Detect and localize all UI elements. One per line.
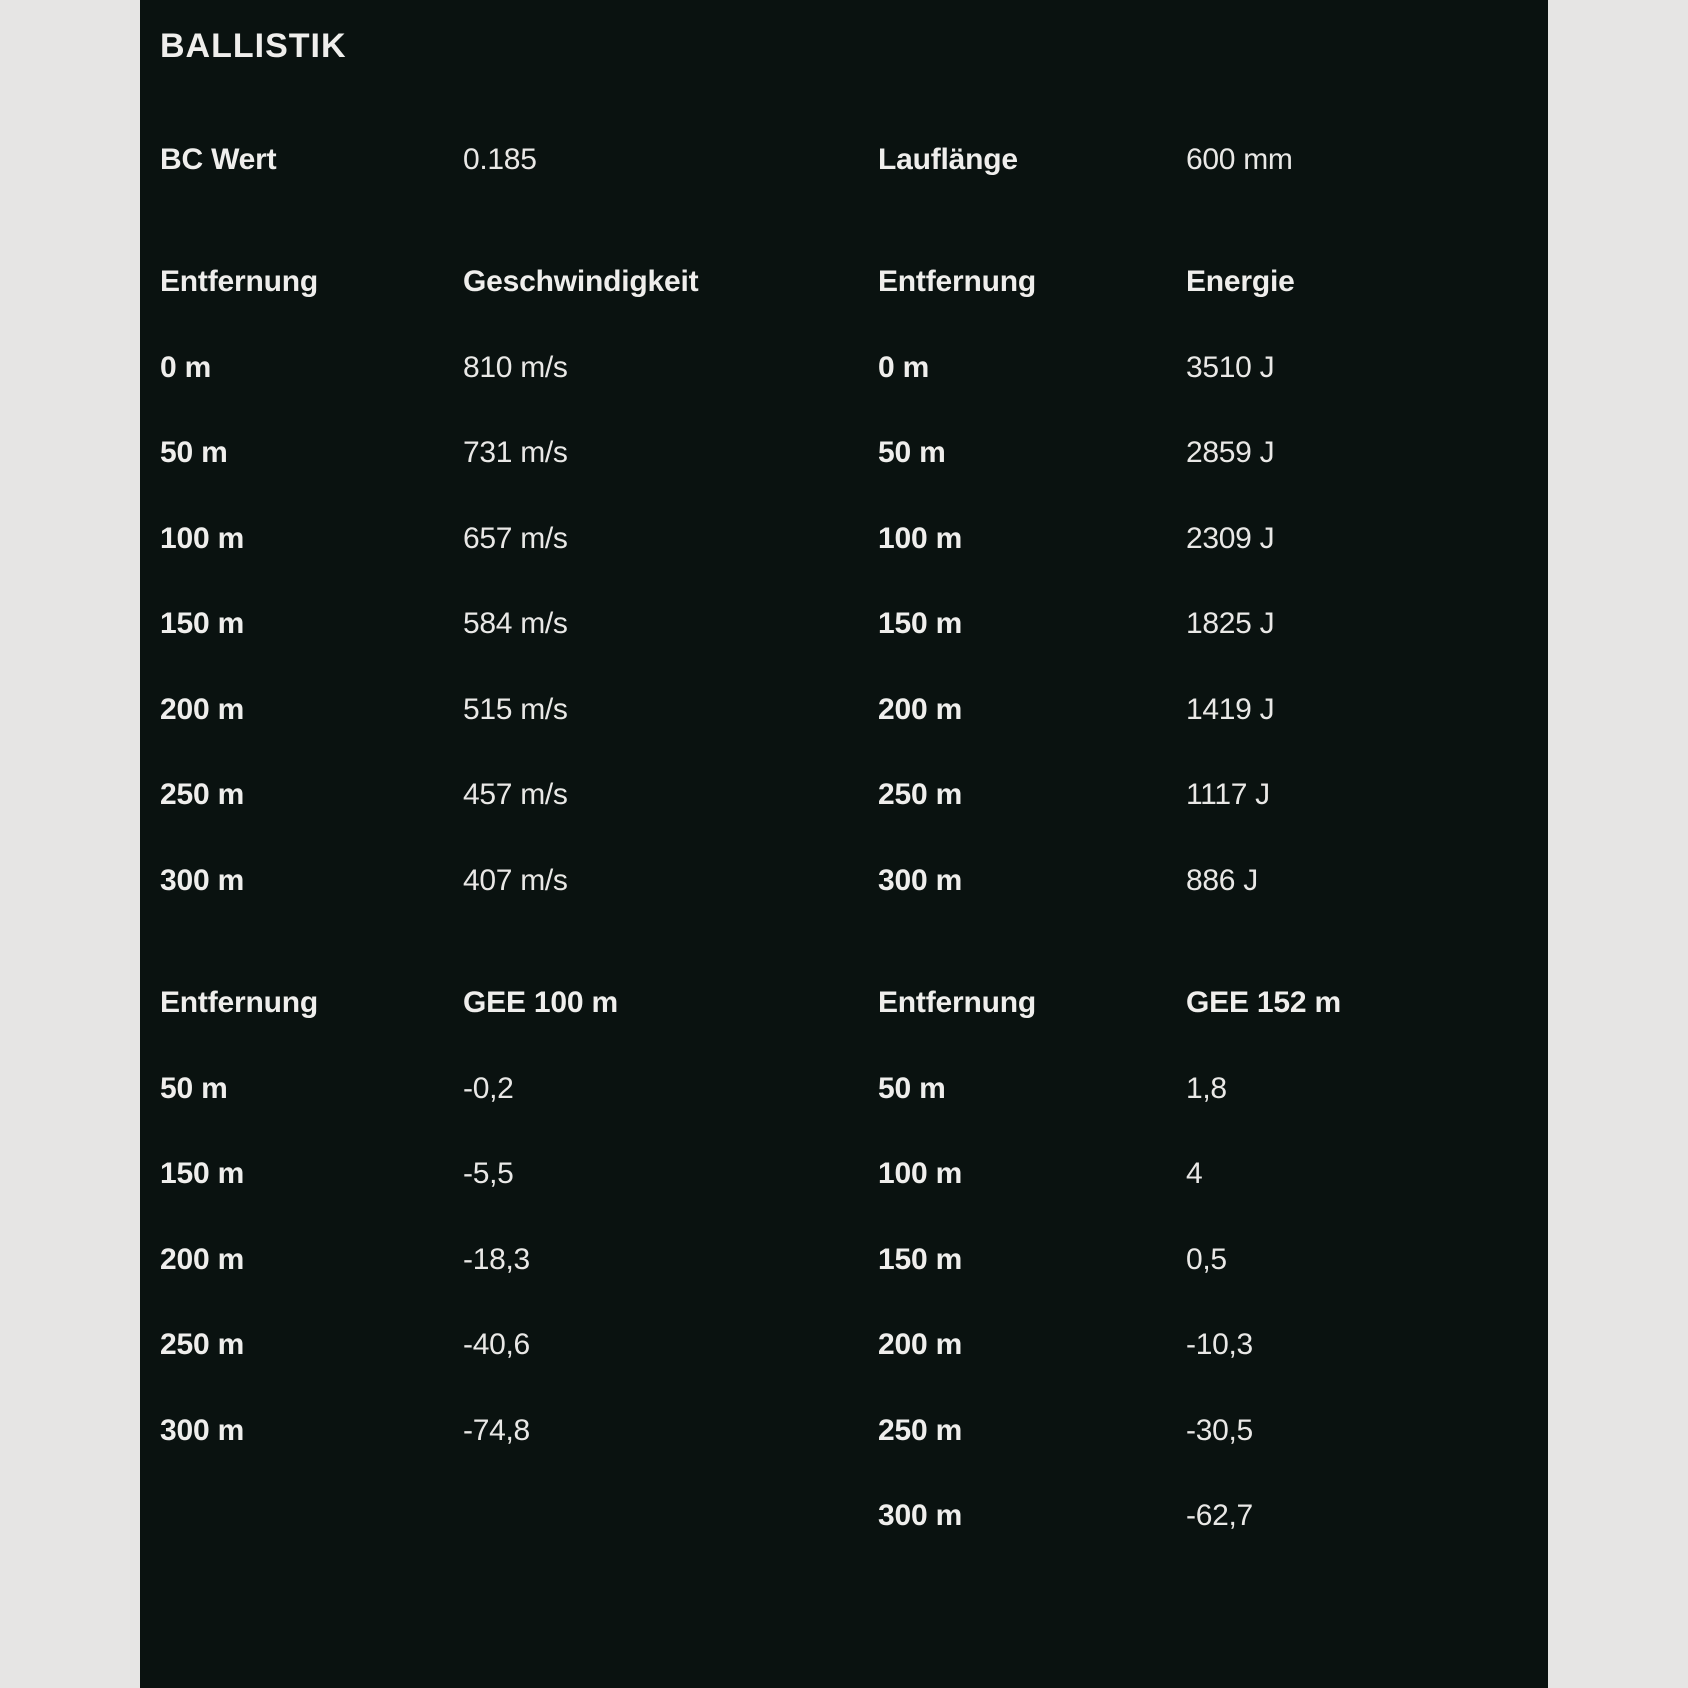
distance-cell: 100 m <box>160 521 245 555</box>
distance-cell: 200 m <box>878 692 963 726</box>
gee100-distance-header: Entfernung <box>160 986 318 1020</box>
distance-cell: 250 m <box>878 1413 963 1447</box>
table-row <box>160 1474 1528 1560</box>
distance-cell: 250 m <box>160 778 245 812</box>
speed-cell: 584 m/s <box>463 607 568 641</box>
energy-distance-header: Entfernung <box>878 265 1036 299</box>
gee152-value-header: GEE 152 m <box>1186 986 1341 1020</box>
gee152-cell: 0,5 <box>1186 1242 1227 1276</box>
distance-cell: 300 m <box>878 863 963 897</box>
table-row <box>160 1303 1528 1389</box>
panel-title: BALLISTIK <box>160 26 347 65</box>
table-row <box>160 496 1528 582</box>
gee100-cell: -0,2 <box>463 1071 514 1105</box>
energy-cell: 2309 J <box>1186 521 1275 555</box>
distance-cell: 250 m <box>878 778 963 812</box>
distance-cell: 200 m <box>160 692 245 726</box>
table-row <box>160 325 1528 411</box>
distance-cell: 100 m <box>878 1157 963 1191</box>
energy-cell: 1117 J <box>1186 778 1270 812</box>
speed-value-header: Geschwindigkeit <box>463 265 699 299</box>
table-row <box>160 753 1528 839</box>
distance-cell: 0 m <box>160 350 212 384</box>
distance-cell: 0 m <box>878 350 930 384</box>
gee100-cell: -18,3 <box>463 1242 530 1276</box>
bc-wert-label: BC Wert <box>160 142 277 176</box>
table-row <box>160 667 1528 753</box>
table-row <box>160 1046 1528 1132</box>
lauflaenge-label: Lauflänge <box>878 142 1018 176</box>
bc-wert-value: 0.185 <box>463 142 537 176</box>
energy-cell: 3510 J <box>1186 350 1275 384</box>
speed-energy-header-row <box>160 240 1528 326</box>
gee100-cell: -74,8 <box>463 1413 530 1447</box>
speed-cell: 457 m/s <box>463 778 568 812</box>
distance-cell: 150 m <box>878 1242 963 1276</box>
info-row <box>160 117 1528 203</box>
gee152-distance-header: Entfernung <box>878 986 1036 1020</box>
gee152-cell: -10,3 <box>1186 1328 1253 1362</box>
gee100-cell: -5,5 <box>463 1157 514 1191</box>
energy-cell: 1419 J <box>1186 692 1275 726</box>
energy-cell: 1825 J <box>1186 607 1275 641</box>
distance-cell: 300 m <box>878 1499 963 1533</box>
speed-cell: 407 m/s <box>463 863 568 897</box>
speed-cell: 731 m/s <box>463 436 568 470</box>
ballistik-panel <box>140 0 1548 1688</box>
gee152-cell: -62,7 <box>1186 1499 1253 1533</box>
energy-cell: 886 J <box>1186 863 1258 897</box>
distance-cell: 250 m <box>160 1328 245 1362</box>
table-row <box>160 1217 1528 1303</box>
speed-cell: 515 m/s <box>463 692 568 726</box>
gee-header-row <box>160 961 1528 1047</box>
gee152-cell: -30,5 <box>1186 1413 1253 1447</box>
distance-cell: 200 m <box>160 1242 245 1276</box>
gee152-cell: 4 <box>1186 1157 1203 1191</box>
speed-cell: 657 m/s <box>463 521 568 555</box>
distance-cell: 150 m <box>878 607 963 641</box>
distance-cell: 150 m <box>160 1157 245 1191</box>
speed-distance-header: Entfernung <box>160 265 318 299</box>
speed-cell: 810 m/s <box>463 350 568 384</box>
energy-value-header: Energie <box>1186 265 1295 299</box>
distance-cell: 50 m <box>878 436 946 470</box>
table-row <box>160 582 1528 668</box>
distance-cell: 50 m <box>160 1071 228 1105</box>
distance-cell: 300 m <box>160 863 245 897</box>
distance-cell: 50 m <box>160 436 228 470</box>
lauflaenge-value: 600 mm <box>1186 142 1293 176</box>
distance-cell: 50 m <box>878 1071 946 1105</box>
distance-cell: 200 m <box>878 1328 963 1362</box>
distance-cell: 100 m <box>878 521 963 555</box>
gee100-cell: -40,6 <box>463 1328 530 1362</box>
energy-cell: 2859 J <box>1186 436 1275 470</box>
table-row <box>160 838 1528 924</box>
gee152-cell: 1,8 <box>1186 1071 1227 1105</box>
table-row <box>160 1132 1528 1218</box>
distance-cell: 300 m <box>160 1413 245 1447</box>
distance-cell: 150 m <box>160 607 245 641</box>
table-row <box>160 411 1528 497</box>
gee100-value-header: GEE 100 m <box>463 986 618 1020</box>
table-row <box>160 1388 1528 1474</box>
